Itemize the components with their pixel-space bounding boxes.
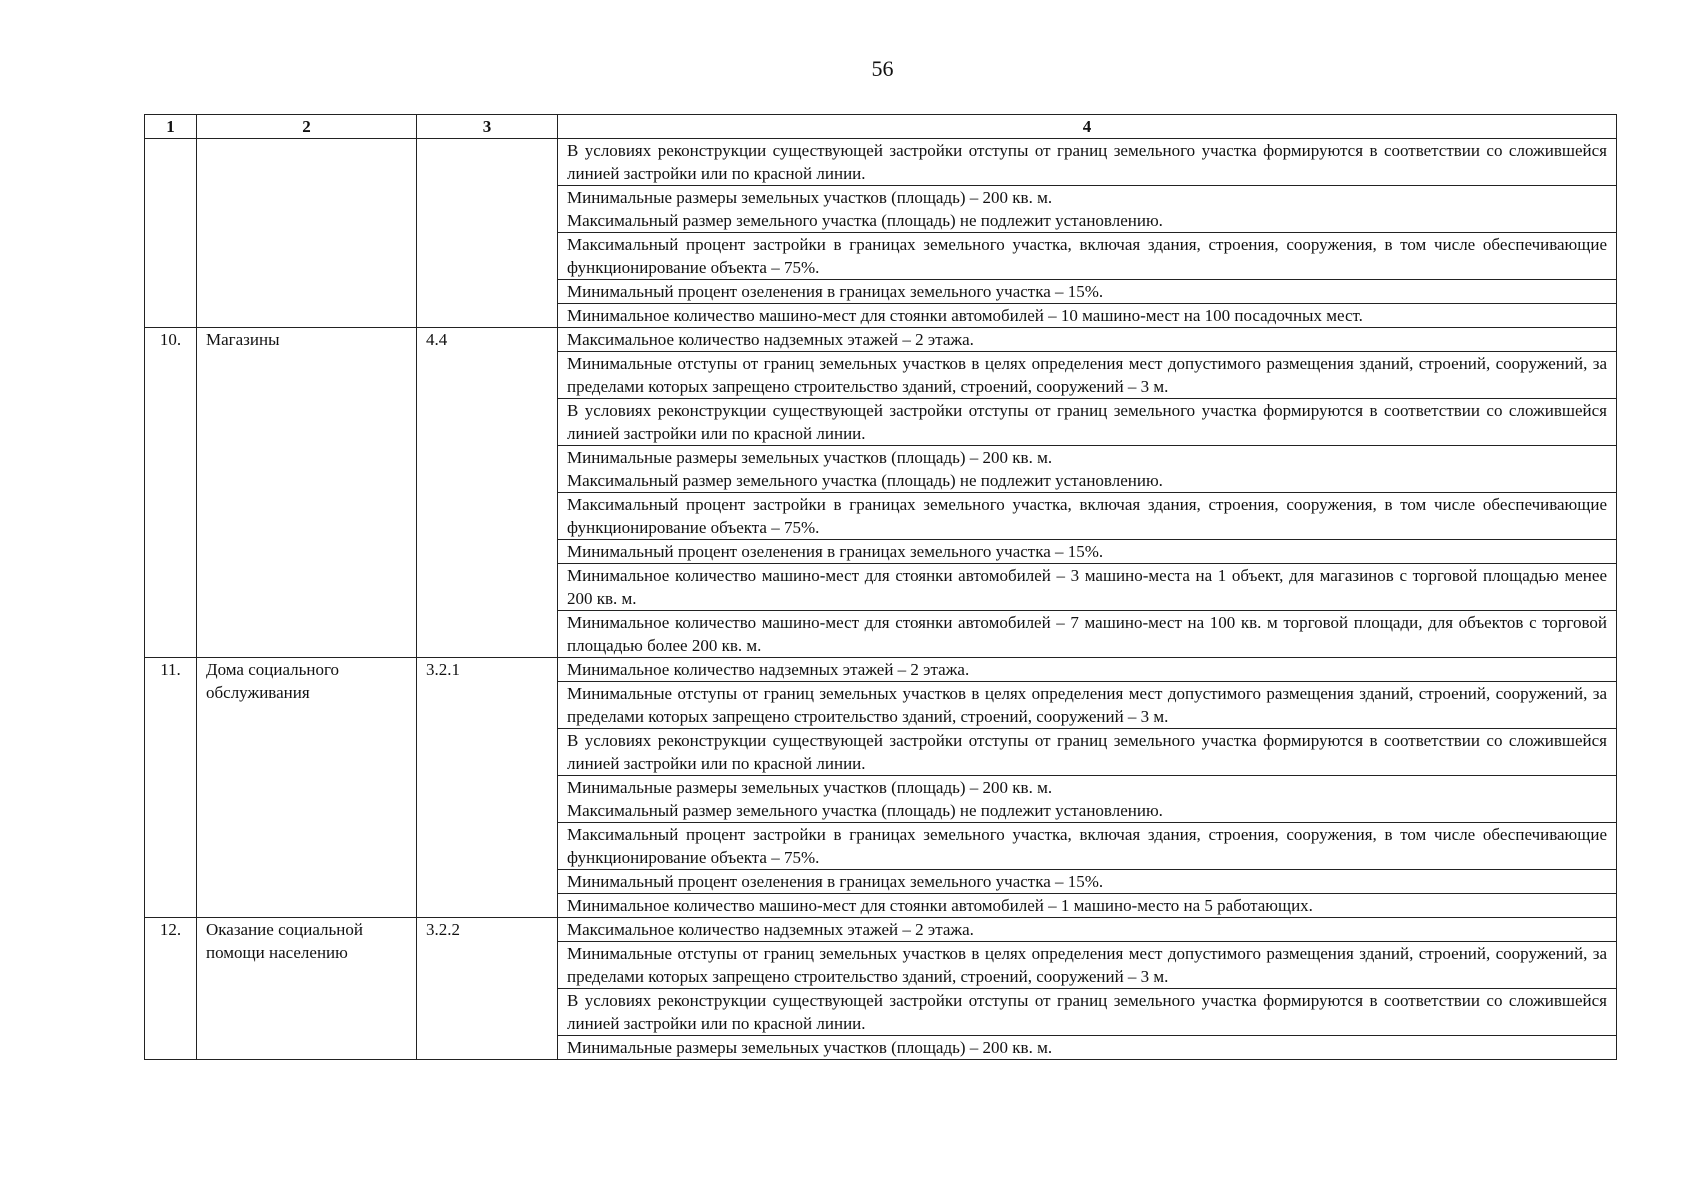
use-name-cell: Магазины: [197, 328, 417, 658]
parameter-cell: Минимальное количество машино-мест для стоянки автомобилей – 3 машино-места на 1 объект, для магазинов с торговой площадью менее 200 кв. м.: [558, 564, 1617, 611]
parameter-cell: Минимальные отступы от границ земельных участков в целях определения мест допустимого размещения зданий, строений, сооружений, за пределами которых запрещено строительство зданий, строений, сооружений – 3 м.: [558, 682, 1617, 729]
parameter-cell: Минимальный процент озеленения в границах земельного участка – 15%.: [558, 540, 1617, 564]
parameter-cell: Минимальный процент озеленения в границах земельного участка – 15%.: [558, 280, 1617, 304]
parameter-cell: Минимальные отступы от границ земельных участков в целях определения мест допустимого размещения зданий, строений, сооружений, за пределами которых запрещено строительство зданий, строений, сооружений – 3 м.: [558, 942, 1617, 989]
parameter-cell: Максимальный процент застройки в границах земельного участка, включая здания, строения, сооружения, в том числе обеспечивающие функционирование объекта – 75%.: [558, 233, 1617, 280]
parameter-cell: В условиях реконструкции существующей застройки отступы от границ земельного участка формируются в соответствии со сложившейся линией застройки или по красной линии.: [558, 729, 1617, 776]
use-code-cell: 4.4: [417, 328, 558, 658]
parameter-cell: Минимальное количество машино-мест для стоянки автомобилей – 7 машино-мест на 100 кв. м торговой площади, для объектов с торговой площадью более 200 кв. м.: [558, 611, 1617, 658]
parameter-cell: Минимальные размеры земельных участков (площадь) – 200 кв. м. Максимальный размер земельного участка (площадь) не подлежит установлению.: [558, 776, 1617, 823]
header-row: [145, 115, 1617, 139]
row-number-cell: 11.: [145, 658, 197, 918]
table-row: [145, 658, 1617, 682]
use-code-cell: 3.2.2: [417, 918, 558, 1060]
table-body: [145, 139, 1617, 1060]
parameter-cell: Минимальные размеры земельных участков (площадь) – 200 кв. м. Максимальный размер земельного участка (площадь) не подлежит установлению.: [558, 186, 1617, 233]
use-name-cell: [197, 139, 417, 328]
use-name-cell: Оказание социальной помощи населению: [197, 918, 417, 1060]
parameter-cell: В условиях реконструкции существующей застройки отступы от границ земельного участка формируются в соответствии со сложившейся линией застройки или по красной линии.: [558, 399, 1617, 446]
table-row: [145, 139, 1617, 186]
use-code-cell: [417, 139, 558, 328]
parameter-cell: Минимальные отступы от границ земельных участков в целях определения мест допустимого размещения зданий, строений, сооружений, за пределами которых запрещено строительство зданий, строений, сооружений – 3 м.: [558, 352, 1617, 399]
header-col-4: 4: [558, 115, 1617, 139]
parameter-cell: Максимальный процент застройки в границах земельного участка, включая здания, строения, сооружения, в том числе обеспечивающие функционирование объекта – 75%.: [558, 493, 1617, 540]
parameter-cell: В условиях реконструкции существующей застройки отступы от границ земельного участка формируются в соответствии со сложившейся линией застройки или по красной линии.: [558, 139, 1617, 186]
regulations-table: [144, 114, 1617, 1060]
table-row: [145, 918, 1617, 942]
parameter-cell: Максимальное количество надземных этажей – 2 этажа.: [558, 328, 1617, 352]
use-code-cell: 3.2.1: [417, 658, 558, 918]
parameter-cell: Минимальный процент озеленения в границах земельного участка – 15%.: [558, 870, 1617, 894]
table-row: [145, 328, 1617, 352]
parameter-cell: Максимальное количество надземных этажей – 2 этажа.: [558, 918, 1617, 942]
header-col-2: 2: [197, 115, 417, 139]
table-header: [145, 115, 1617, 139]
parameter-cell: Минимальное количество машино-мест для стоянки автомобилей – 10 машино-мест на 100 посадочных мест.: [558, 304, 1617, 328]
header-col-3: 3: [417, 115, 558, 139]
parameter-cell: В условиях реконструкции существующей застройки отступы от границ земельного участка формируются в соответствии со сложившейся линией застройки или по красной линии.: [558, 989, 1617, 1036]
row-number-cell: 12.: [145, 918, 197, 1060]
parameter-cell: Минимальное количество надземных этажей – 2 этажа.: [558, 658, 1617, 682]
use-name-cell: Дома социального обслуживания: [197, 658, 417, 918]
page-number: 56: [871, 56, 894, 81]
header-col-1: 1: [145, 115, 197, 139]
row-number-cell: [145, 139, 197, 328]
parameter-cell: Максимальный процент застройки в границах земельного участка, включая здания, строения, сооружения, в том числе обеспечивающие функционирование объекта – 75%.: [558, 823, 1617, 870]
parameter-cell: Минимальные размеры земельных участков (площадь) – 200 кв. м. Максимальный размер земельного участка (площадь) не подлежит установлению.: [558, 446, 1617, 493]
parameter-cell: Минимальные размеры земельных участков (площадь) – 200 кв. м.: [558, 1036, 1617, 1060]
parameter-cell: Минимальное количество машино-мест для стоянки автомобилей – 1 машино-место на 5 работающих.: [558, 894, 1617, 918]
row-number-cell: 10.: [145, 328, 197, 658]
